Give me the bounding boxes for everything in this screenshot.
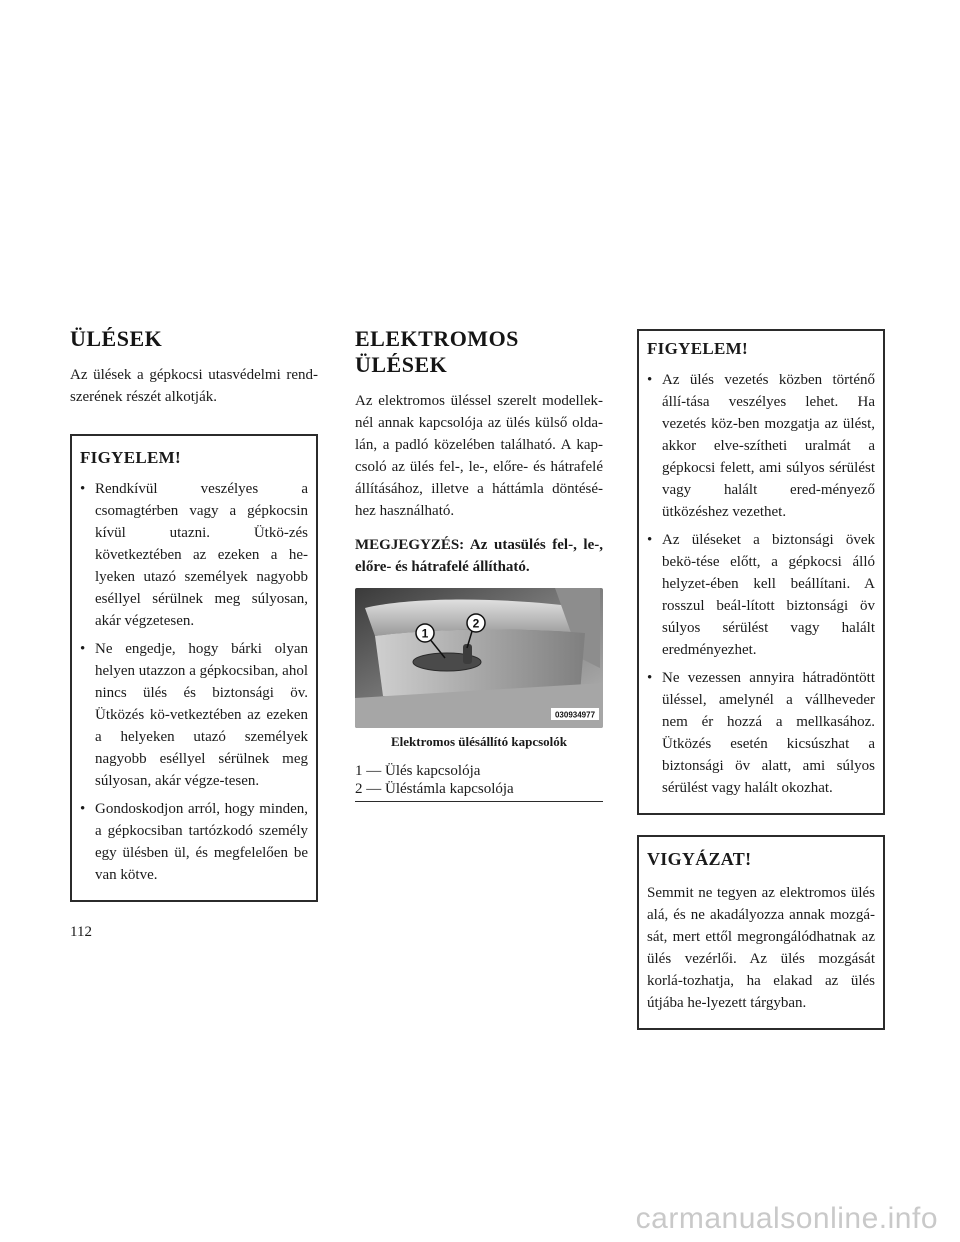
- column-power-seats: [355, 322, 603, 802]
- warning-heading: FIGYELEM!: [80, 448, 181, 467]
- warning-item: • Az ülés vezetés közben történő állí-tása veszélyes lehet. Ha vezetés köz-ben mozgatja az ülést, akkor elve-szítheti uralmát a gépkocsi felett, ami súlyos sérülést vagy halált ered-ményező ütközéshez vezethet.: [647, 372, 875, 520]
- callout-1-label: 1: [421, 626, 429, 641]
- section-title-power-seats: ELEKTROMOS ÜLÉSEK: [355, 326, 519, 377]
- seats-intro: Az ülések a gépkocsi utasvédelmi rend-szerének részét alkotják.: [70, 367, 318, 405]
- column-warnings: [637, 322, 885, 1030]
- page-number: 112: [70, 924, 92, 940]
- warning-item: • Ne vezessen annyira hátradöntött üléssel, amelynél a vállheveder nem ér hozzá a mellkasához. Ütközés esetén kicsúszhat a biztonsági öv alatt, ami súlyos sérülést vagy halált okozhat.: [647, 670, 875, 796]
- caution-box: [637, 835, 885, 1030]
- watermark: carmanualsonline.info: [635, 1202, 938, 1235]
- section-title-seats: ÜLÉSEK: [70, 326, 163, 351]
- legend-item-1: 1 — Ülés kapcsolója: [355, 763, 481, 779]
- warning-item: • Ne engedje, hogy bárki olyan helyen utazzon a gépkocsiban, ahol nincs ülés és biztonsági öv. Ütközés kö-vetkeztében az ezeken a helyeken utazó személyek nagyobb eséllyel sérülnek meg súlyosan, akár végze-tesen.: [80, 641, 308, 789]
- warning-box-seats: [70, 434, 318, 902]
- caution-heading: VIGYÁZAT!: [647, 849, 752, 869]
- warning-item: • Gondoskodjon arról, hogy minden, a gépkocsiban tartózkodó személy egy ülésben ül, és megfelelően be van kötve.: [80, 801, 308, 883]
- note-text: MEGJEGYZÉS: Az utasülés fel-, le-, előre- és hátrafelé állítható.: [355, 537, 603, 575]
- warning-list: [80, 478, 308, 886]
- power-seat-switch-photo: [355, 588, 603, 728]
- legend-item-2: 2 — Üléstámla kapcsolója: [355, 781, 514, 797]
- warning-box-power-seats: [637, 329, 885, 815]
- column-seats: [70, 322, 318, 902]
- figure-caption: Elektromos ülésállító kapcsolók: [390, 734, 567, 749]
- warning-list: [647, 369, 875, 799]
- seat-illustration: [355, 588, 603, 728]
- warning-item: • Az üléseket a biztonsági övek bekö-tése előtt, a gépkocsi álló helyzet-ében kell beállítani. A rosszul beál-lított biztonsági öv súlyos sérülést vagy halált eredményezhet.: [647, 532, 875, 658]
- warning-item: • Rendkívül veszélyes a csomagtérben vagy a gépkocsin kívül utazni. Ütkö-zés következtében az ezeken a he-lyeken utazó személyek nagyobb eséllyel sérülnek meg súlyosan, akár végzetesen.: [80, 481, 308, 629]
- power-seats-intro: Az elektromos üléssel szerelt modellek-nél annak kapcsolója az ülés külső olda-lán, a padló közelében található. A kap-csoló az ülés fel-, le-, előre- és hátrafelé állításához, illetve a háttámla döntésé-hez használható.: [355, 393, 603, 519]
- callout-2-label: 2: [472, 616, 480, 631]
- figure-legend: [355, 762, 603, 802]
- figure-code: 030934977: [554, 710, 596, 720]
- caution-text: Semmit ne tegyen az elektromos ülés alá, és ne akadályozza annak mozgá-sát, mert ettől megrongálódhatnak az ülés vezérlői. Az ülés mozgását korlá-tozhatja, ha elakad az ülés útjába he-lyezett tárgyban.: [647, 885, 875, 1011]
- warning-heading: FIGYELEM!: [647, 339, 748, 358]
